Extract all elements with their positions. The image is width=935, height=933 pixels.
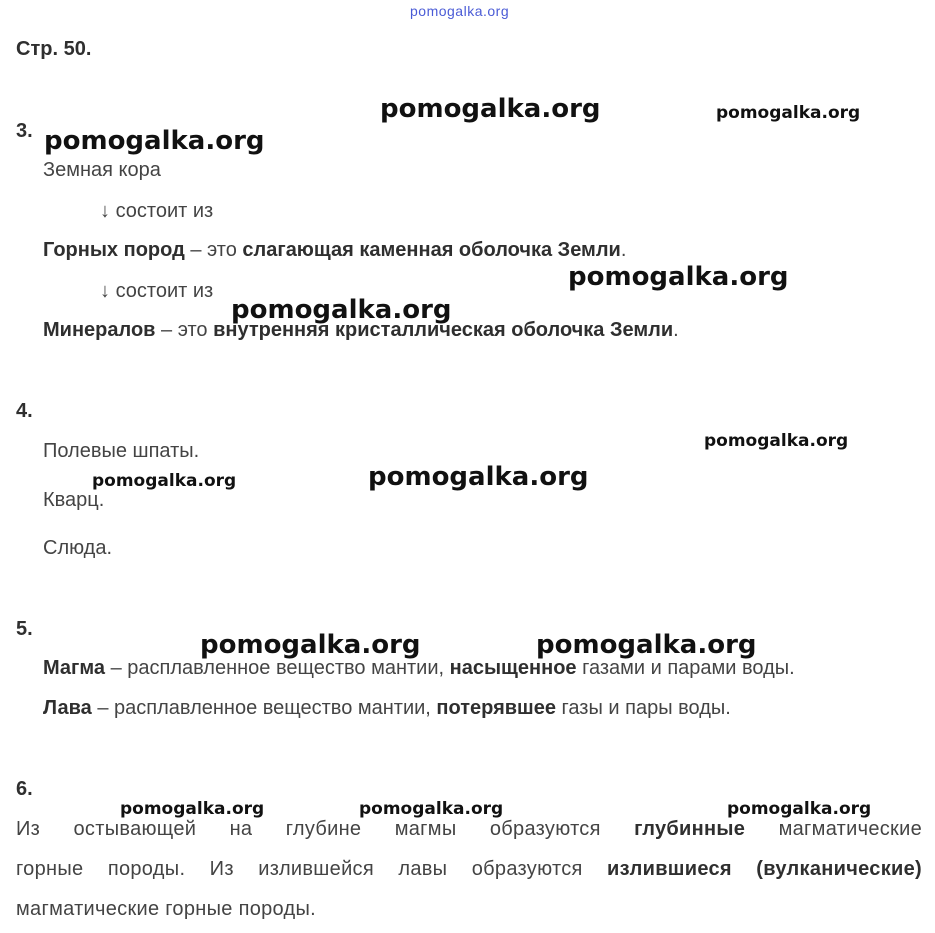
task3-line-rocks: Горных пород – это слагающая каменная оболочка Земли. bbox=[43, 239, 627, 261]
task-number-4: 4. bbox=[16, 400, 33, 422]
list-item: Слюда. bbox=[43, 537, 113, 559]
down-arrow-icon: ↓ bbox=[100, 280, 110, 302]
watermark: pomogalka.org bbox=[716, 103, 861, 123]
page-reference: Стр. 50. bbox=[16, 38, 92, 60]
down-arrow-icon: ↓ bbox=[100, 200, 110, 222]
watermark: pomogalka.org bbox=[200, 630, 421, 660]
arrow-label: состоит из bbox=[115, 280, 214, 302]
task3-line-earth-crust: Земная кора bbox=[43, 159, 161, 181]
term-rocks: Горных пород bbox=[43, 239, 185, 261]
watermark: pomogalka.org bbox=[704, 431, 849, 451]
list-item: Кварц. bbox=[43, 489, 105, 511]
definition-rocks: слагающая каменная оболочка Земли bbox=[242, 239, 621, 261]
watermark: pomogalka.org bbox=[359, 799, 504, 819]
watermark: pomogalka.org bbox=[568, 262, 789, 292]
task3-arrow-row-2 bbox=[100, 280, 213, 303]
task6-line-1: Из остывающей на глубине магмы образуются глубинные магматические bbox=[16, 818, 923, 840]
keyword-saturated: насыщенное bbox=[449, 657, 577, 679]
task6-line-3: магматические горные породы. bbox=[16, 898, 317, 920]
watermark: pomogalka.org bbox=[44, 126, 265, 156]
watermark: pomogalka.org bbox=[727, 799, 872, 819]
arrow-label: состоит из bbox=[115, 200, 214, 222]
task-number-5: 5. bbox=[16, 618, 33, 640]
task3-line-minerals: Минералов – это внутренняя кристаллическая оболочка Земли. bbox=[43, 319, 679, 341]
watermark: pomogalka.org bbox=[368, 462, 589, 492]
definition-minerals: внутренняя кристаллическая оболочка Земли bbox=[213, 319, 674, 341]
term-minerals: Минералов bbox=[43, 319, 156, 341]
watermark: pomogalka.org bbox=[380, 94, 601, 124]
list-item: Полевые шпаты. bbox=[43, 440, 200, 462]
watermark: pomogalka.org bbox=[231, 295, 452, 325]
keyword-lost: потерявшее bbox=[436, 697, 556, 719]
task3-arrow-row-1 bbox=[100, 200, 213, 223]
watermark: pomogalka.org bbox=[536, 630, 757, 660]
watermark: pomogalka.org bbox=[92, 471, 237, 491]
task5-line-magma: Магма – расплавленное вещество мантии, насыщенное газами и парами воды. bbox=[43, 657, 795, 679]
keyword-extrusive: излившиеся (вулканические) bbox=[607, 858, 923, 880]
task-number-3: 3. bbox=[16, 120, 33, 142]
term-magma: Магма bbox=[43, 657, 106, 679]
task5-line-lava: Лава – расплавленное вещество мантии, потерявшее газы и пары воды. bbox=[43, 697, 731, 719]
watermark: pomogalka.org bbox=[120, 799, 265, 819]
term-lava: Лава bbox=[43, 697, 92, 719]
task6-line-2: горные породы. Из излившейся лавы образуются излившиеся (вулканические) bbox=[16, 858, 923, 880]
site-watermark-top: pomogalka.org bbox=[410, 3, 510, 19]
keyword-intrusive: глубинные bbox=[634, 818, 746, 840]
task-number-6: 6. bbox=[16, 778, 33, 800]
